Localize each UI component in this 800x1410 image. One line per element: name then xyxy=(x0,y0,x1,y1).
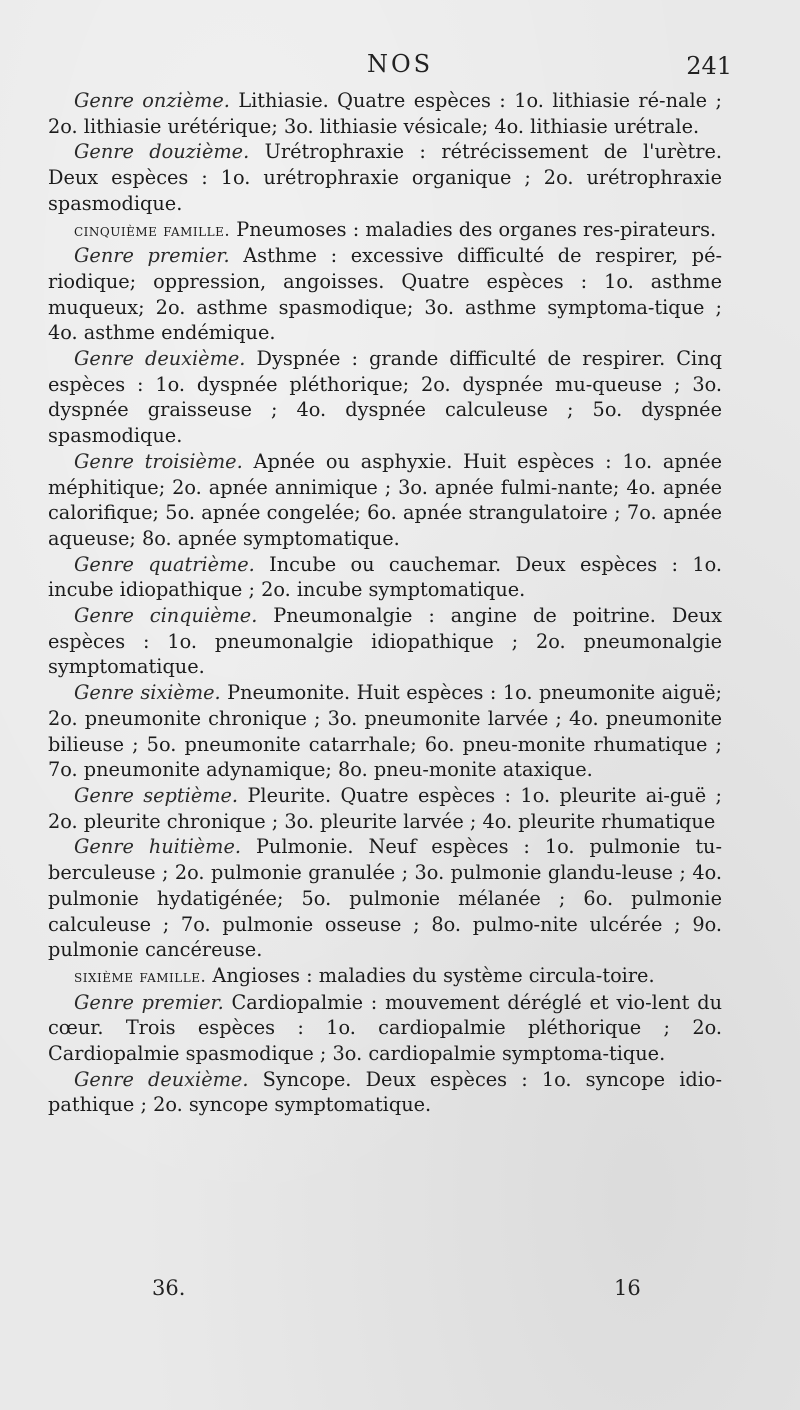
genus-heading: Genre septième. xyxy=(74,783,239,807)
genus-heading: Genre premier. xyxy=(74,244,230,268)
paragraph-text: Pleurite. Quatre espèces : 1o. pleurite ai-guë ; 2o. pleurite chronique ; 3o. pleurite larvée ; 4o. pleurite rhumatique xyxy=(48,783,722,833)
paragraph-text: Pulmonie. Neuf espèces : 1o. pulmonie tu-berculeuse ; 2o. pulmonie granulée ; 3o. pulmonie glandu-leuse ; 4o. pulmonie hydatigénée; 5o. pulmonie mélanée ; 6o. pulmonie calculeuse ; 7o. pulmonie osseuse ; 8o. pulmo-nite ulcérée ; 9o. pulmonie cancéreuse. xyxy=(48,835,722,962)
genus-paragraph xyxy=(48,783,722,834)
family-heading: cinquième famille. xyxy=(74,220,231,240)
signature-mark: 36. xyxy=(152,1276,186,1300)
genus-heading: Genre deuxième. xyxy=(74,1067,249,1091)
paragraph-text: Pneumonite. Huit espèces : 1o. pneumonite aiguë; 2o. pneumonite chronique ; 3o. pneumonite larvée ; 4o. pneumonite bilieuse ; 5o. pneumonite catarrhale; 6o. pneu-monite rhumatique ; 7o. pneumonite adynamique; 8o. pneu-monite ataxique. xyxy=(48,681,722,782)
paragraph-text: Dyspnée : grande difficulté de respirer. Cinq espèces : 1o. dyspnée pléthorique; 2o. dyspnée mu-queuse ; 3o. dyspnée graisseuse ; 4o. dyspnée calculeuse ; 5o. dyspnée spasmodique. xyxy=(48,347,722,448)
genus-heading: Genre douzième. xyxy=(74,140,250,164)
genus-paragraph xyxy=(48,990,722,1067)
family-heading: sixième famille. xyxy=(74,966,207,986)
genus-paragraph xyxy=(48,552,722,603)
paragraph-text: Urétrophraxie : rétrécissement de l'urètre. Deux espèces : 1o. urétrophraxie organique ; 2o. urétrophraxie spasmodique. xyxy=(48,140,722,215)
paragraph-text: Angioses : maladies du système circula-toire. xyxy=(206,963,655,987)
page-footer xyxy=(0,1276,800,1306)
family-paragraph xyxy=(48,963,722,990)
genus-heading: Genre cinquième. xyxy=(74,604,258,628)
gathering-number: 16 xyxy=(614,1276,641,1300)
genus-paragraph xyxy=(48,603,722,680)
page-number: 241 xyxy=(686,52,732,80)
paragraph-text: Cardiopalmie : mouvement déréglé et vio-lent du cœur. Trois espèces : 1o. cardiopalmie pléthorique ; 2o. Cardiopalmie spasmodique ; 3o. cardiopalmie symptoma-tique. xyxy=(48,990,722,1066)
paragraph-text: Lithiasie. Quatre espèces : 1o. lithiasie ré-nale ; 2o. lithiasie urétérique; 3o. lithiasie vésicale; 4o. lithiasie urétrale. xyxy=(48,89,722,138)
genus-paragraph xyxy=(48,346,722,449)
genus-paragraph xyxy=(48,680,722,783)
paragraph-text: Apnée ou asphyxie. Huit espèces : 1o. apnée méphitique; 2o. apnée annimique ; 3o. apnée fulmi-nante; 4o. apnée calorifique; 5o. apnée congelée; 6o. apnée strangulatoire ; 7o. apnée aqueuse; 8o. apnée symptomatique. xyxy=(48,449,722,550)
genus-paragraph xyxy=(48,834,722,963)
genus-heading: Genre onzième. xyxy=(74,89,230,112)
genus-heading: Genre troisième. xyxy=(74,449,243,473)
paragraph-text: Incube ou cauchemar. Deux espèces : 1o. incube idiopathique ; 2o. incube symptomatique. xyxy=(48,552,722,602)
body-text xyxy=(48,88,722,1118)
genus-heading: Genre premier. xyxy=(74,990,224,1014)
genus-heading: Genre huitième. xyxy=(74,835,241,859)
genus-paragraph xyxy=(48,243,722,346)
genus-heading: Genre sixième. xyxy=(74,681,221,705)
running-head: NOS xyxy=(366,50,434,78)
genus-paragraph xyxy=(48,88,722,139)
genus-paragraph xyxy=(48,139,722,216)
genus-paragraph xyxy=(48,1067,722,1118)
paragraph-text: Pneumonalgie : angine de poitrine. Deux espèces : 1o. pneumonalgie idiopathique ; 2o. pneumonalgie symptomatique. xyxy=(48,604,723,679)
page-header xyxy=(0,50,800,86)
genus-heading: Genre quatrième. xyxy=(74,552,255,576)
paragraph-text: Pneumoses : maladies des organes res-pirateurs. xyxy=(230,217,717,241)
paragraph-text: Asthme : excessive difficulté de respirer, pé-riodique; oppression, angoisses. Quatre espèces : 1o. asthme muqueux; 2o. asthme spasmodique; 3o. asthme symptoma-tique ; 4o. asthme endémique. xyxy=(48,244,723,345)
genus-paragraph xyxy=(48,449,722,552)
family-paragraph xyxy=(48,217,722,244)
paragraph-text: Syncope. Deux espèces : 1o. syncope idio-pathique ; 2o. syncope symptomatique. xyxy=(48,1067,722,1117)
genus-heading: Genre deuxième. xyxy=(74,347,246,371)
